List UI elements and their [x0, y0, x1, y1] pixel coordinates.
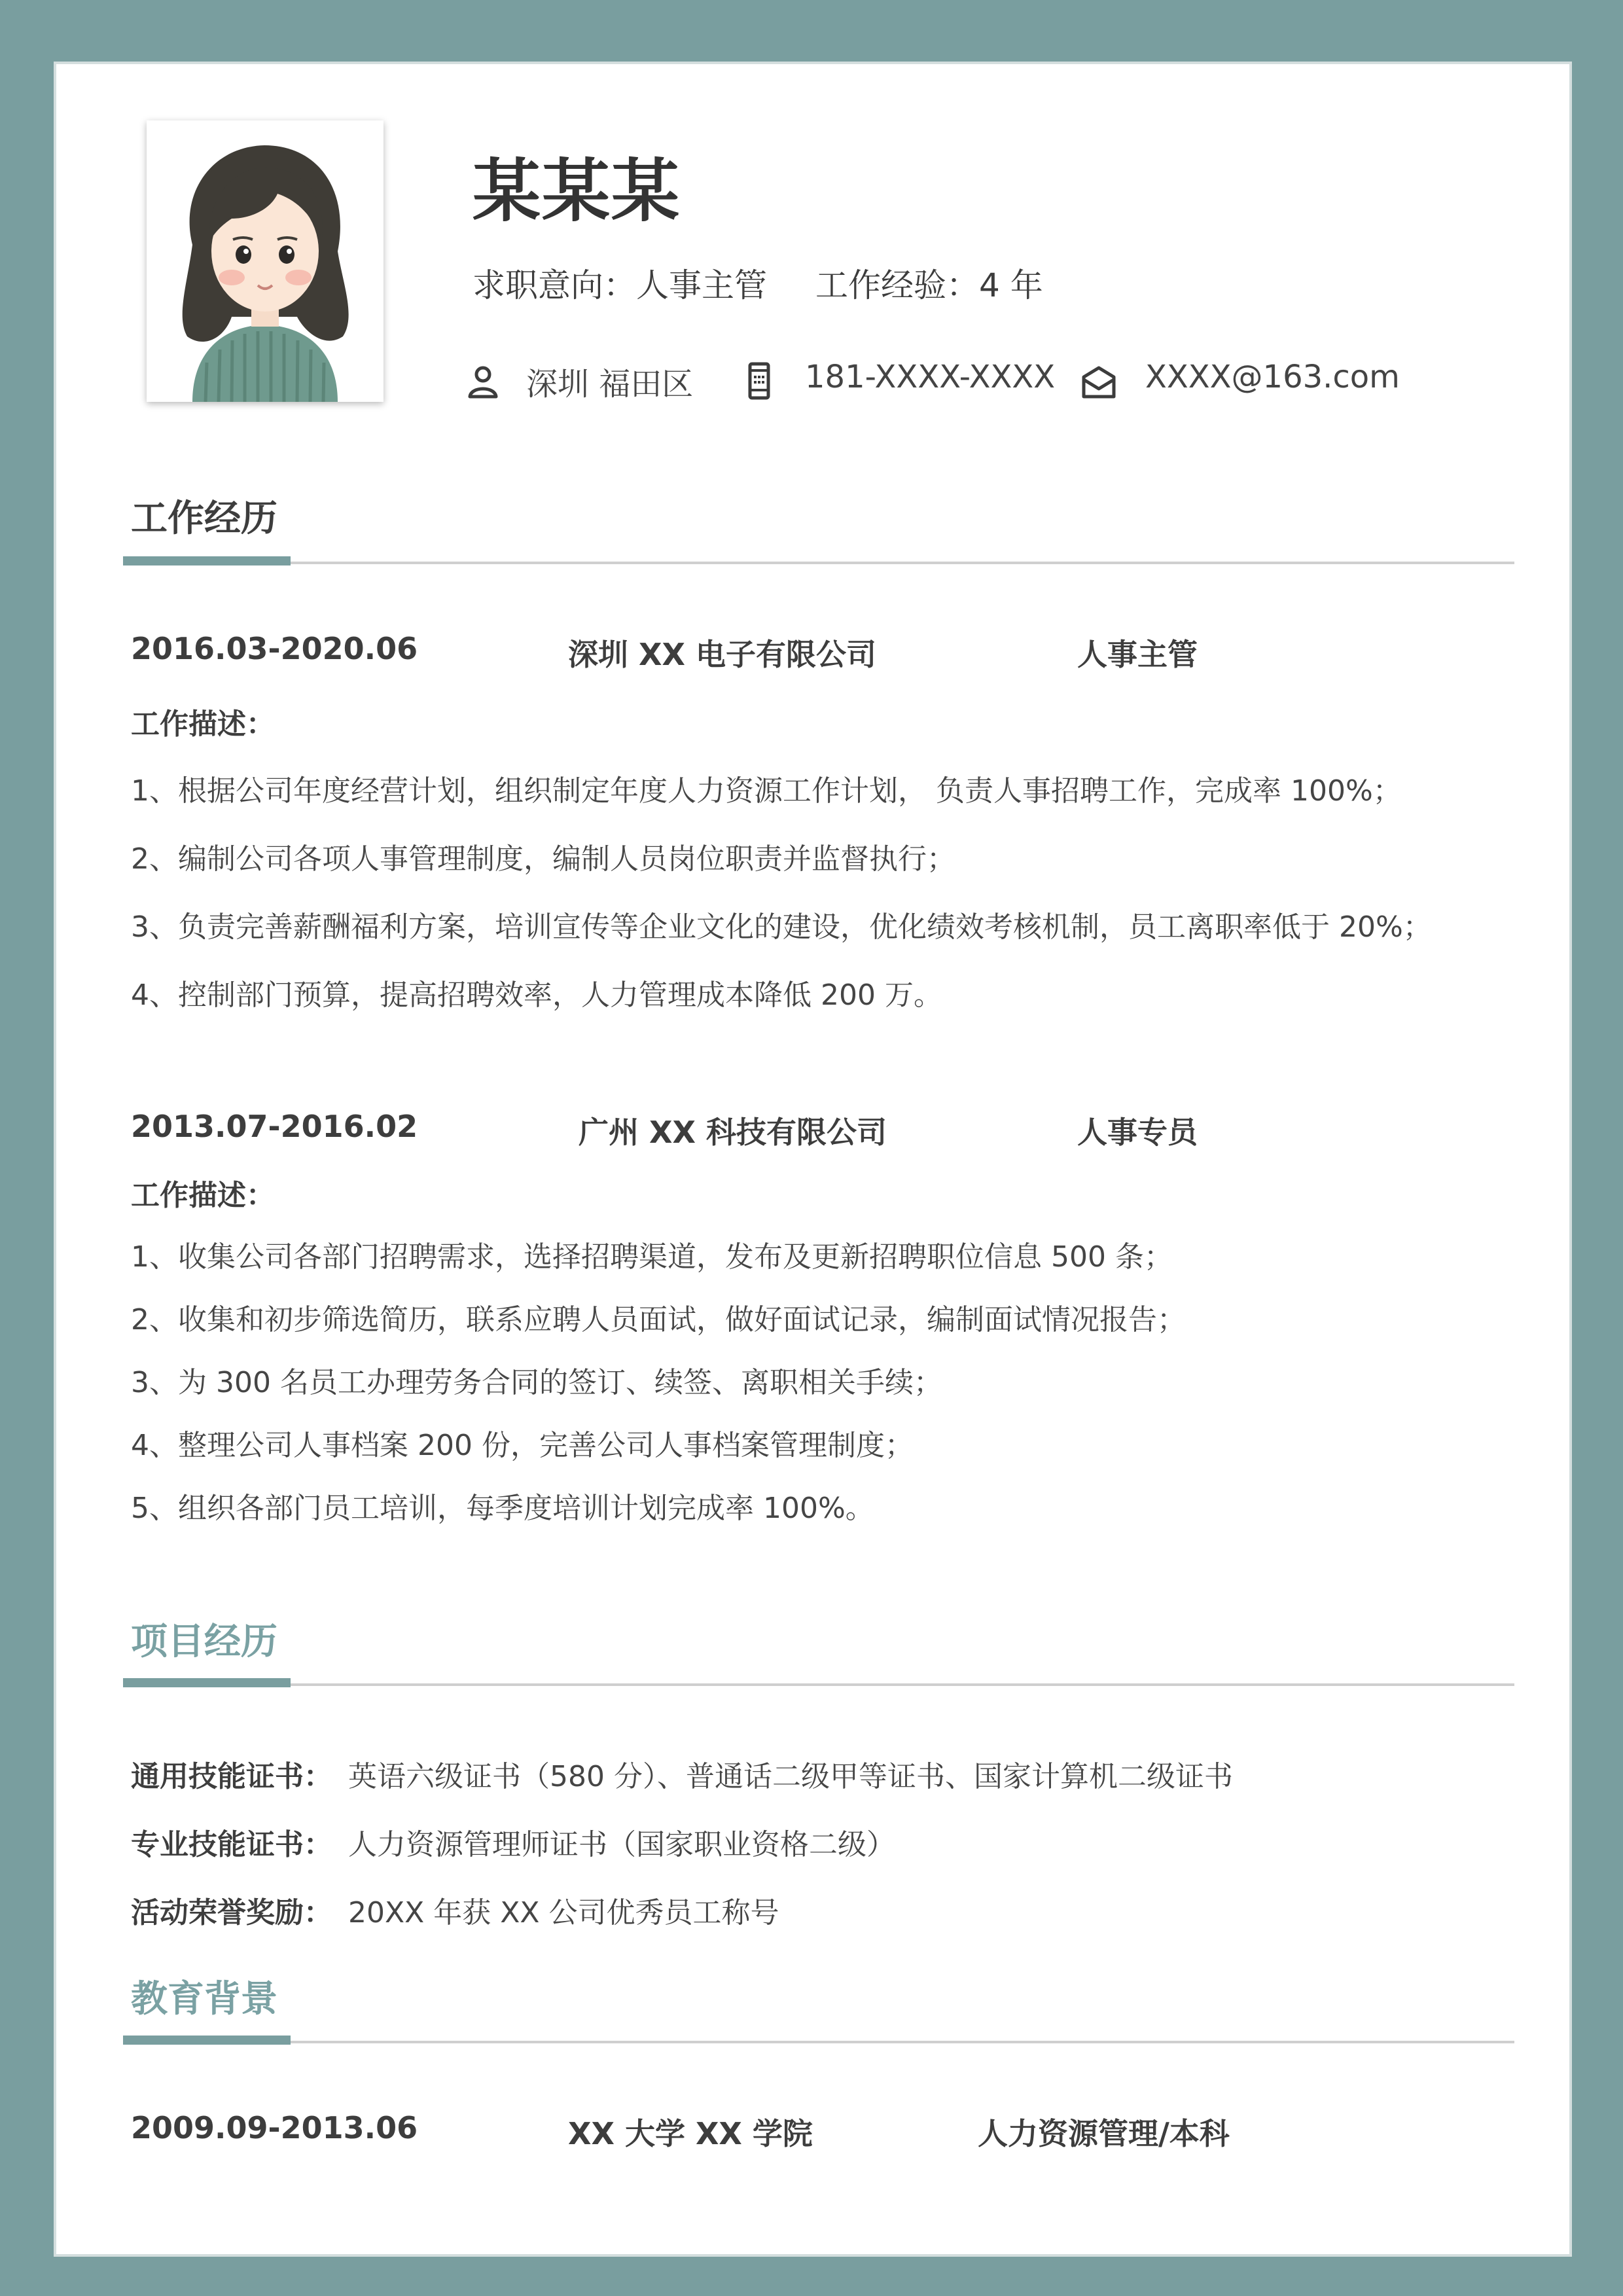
- list-item: 1、根据公司年度经营计划，组织制定年度人力资源工作计划， 负责人事招聘工作，完成率 100%；: [131, 774, 1402, 808]
- resume-page: [56, 64, 1569, 2254]
- section-title-projects: 项目经历: [131, 1621, 277, 1663]
- job-summary: [473, 259, 1043, 306]
- list-item: 2、编制公司各项人事管理制度，编制人员岗位职责并监督执行；: [131, 842, 955, 876]
- job-company: 深圳 XX 电子有限公司: [568, 637, 876, 672]
- job-role: 人事专员: [1077, 1115, 1198, 1150]
- section-divider: [123, 1683, 1514, 1686]
- section-accent-bar: [123, 1678, 291, 1687]
- list-item: 4、控制部门预算，提高招聘效率，人力管理成本降低 200 万。: [131, 978, 942, 1012]
- avatar-photo: [147, 120, 383, 402]
- section-divider: [123, 2041, 1514, 2043]
- list-item: 4、整理公司人事档案 200 份，完善公司人事档案管理制度；: [131, 1429, 914, 1462]
- job-desc-label: 工作描述：: [131, 1179, 275, 1212]
- job-period: 2016.03-2020.06: [131, 631, 418, 666]
- edu-major: 人力资源管理/本科: [978, 2116, 1230, 2151]
- job-role: 人事主管: [1077, 637, 1198, 672]
- phone-icon: [740, 361, 779, 401]
- section-title-education: 教育背景: [131, 1978, 277, 2020]
- job-period: 2013.07-2016.02: [131, 1109, 418, 1144]
- section-title-work: 工作经历: [131, 497, 277, 540]
- job-company: 广州 XX 科技有限公司: [579, 1115, 887, 1150]
- cert-value: 人力资源管理师证书（国家职业资格二级）: [348, 1828, 895, 1861]
- cert-label: 专业技能证书：: [131, 1828, 332, 1861]
- section-accent-bar: [123, 2036, 291, 2045]
- phone-text: 181-XXXX-XXXX: [805, 359, 1056, 395]
- email-text: XXXX@163.com: [1145, 359, 1400, 395]
- award-label: 活动荣誉奖励：: [131, 1896, 332, 1929]
- cert-label: 通用技能证书：: [131, 1760, 332, 1793]
- job-desc-label: 工作描述：: [131, 708, 275, 741]
- section-divider: [123, 562, 1514, 564]
- cert-value: 英语六级证书（580 分）、普通话二级甲等证书、国家计算机二级证书: [348, 1760, 1233, 1793]
- edu-period: 2009.09-2013.06: [131, 2110, 418, 2145]
- candidate-name: 某某某: [473, 151, 681, 231]
- location-text: 深圳 福田区: [526, 366, 694, 403]
- cartoon-avatar-icon: [147, 120, 383, 402]
- list-item: 3、负责完善薪酬福利方案，培训宣传等企业文化的建设，优化绩效考核机制，员工离职率低于 20%；: [131, 910, 1432, 944]
- email-icon: [1079, 363, 1119, 402]
- location-icon: [463, 361, 503, 401]
- list-item: 1、收集公司各部门招聘需求，选择招聘渠道，发布及更新招聘职位信息 500 条；: [131, 1240, 1173, 1274]
- list-item: 5、组织各部门员工培训，每季度培训计划完成率 100%。: [131, 1492, 874, 1525]
- edu-school: XX 大学 XX 学院: [568, 2116, 813, 2151]
- job-intent: 求职意向：人事主管: [473, 266, 767, 304]
- section-accent-bar: [123, 556, 291, 565]
- award-value: 20XX 年获 XX 公司优秀员工称号: [348, 1896, 779, 1929]
- work-experience: 工作经验：4 年: [815, 266, 1043, 304]
- list-item: 3、为 300 名员工办理劳务合同的签订、续签、离职相关手续；: [131, 1366, 942, 1399]
- list-item: 2、收集和初步筛选简历，联系应聘人员面试，做好面试记录，编制面试情况报告；: [131, 1303, 1186, 1336]
